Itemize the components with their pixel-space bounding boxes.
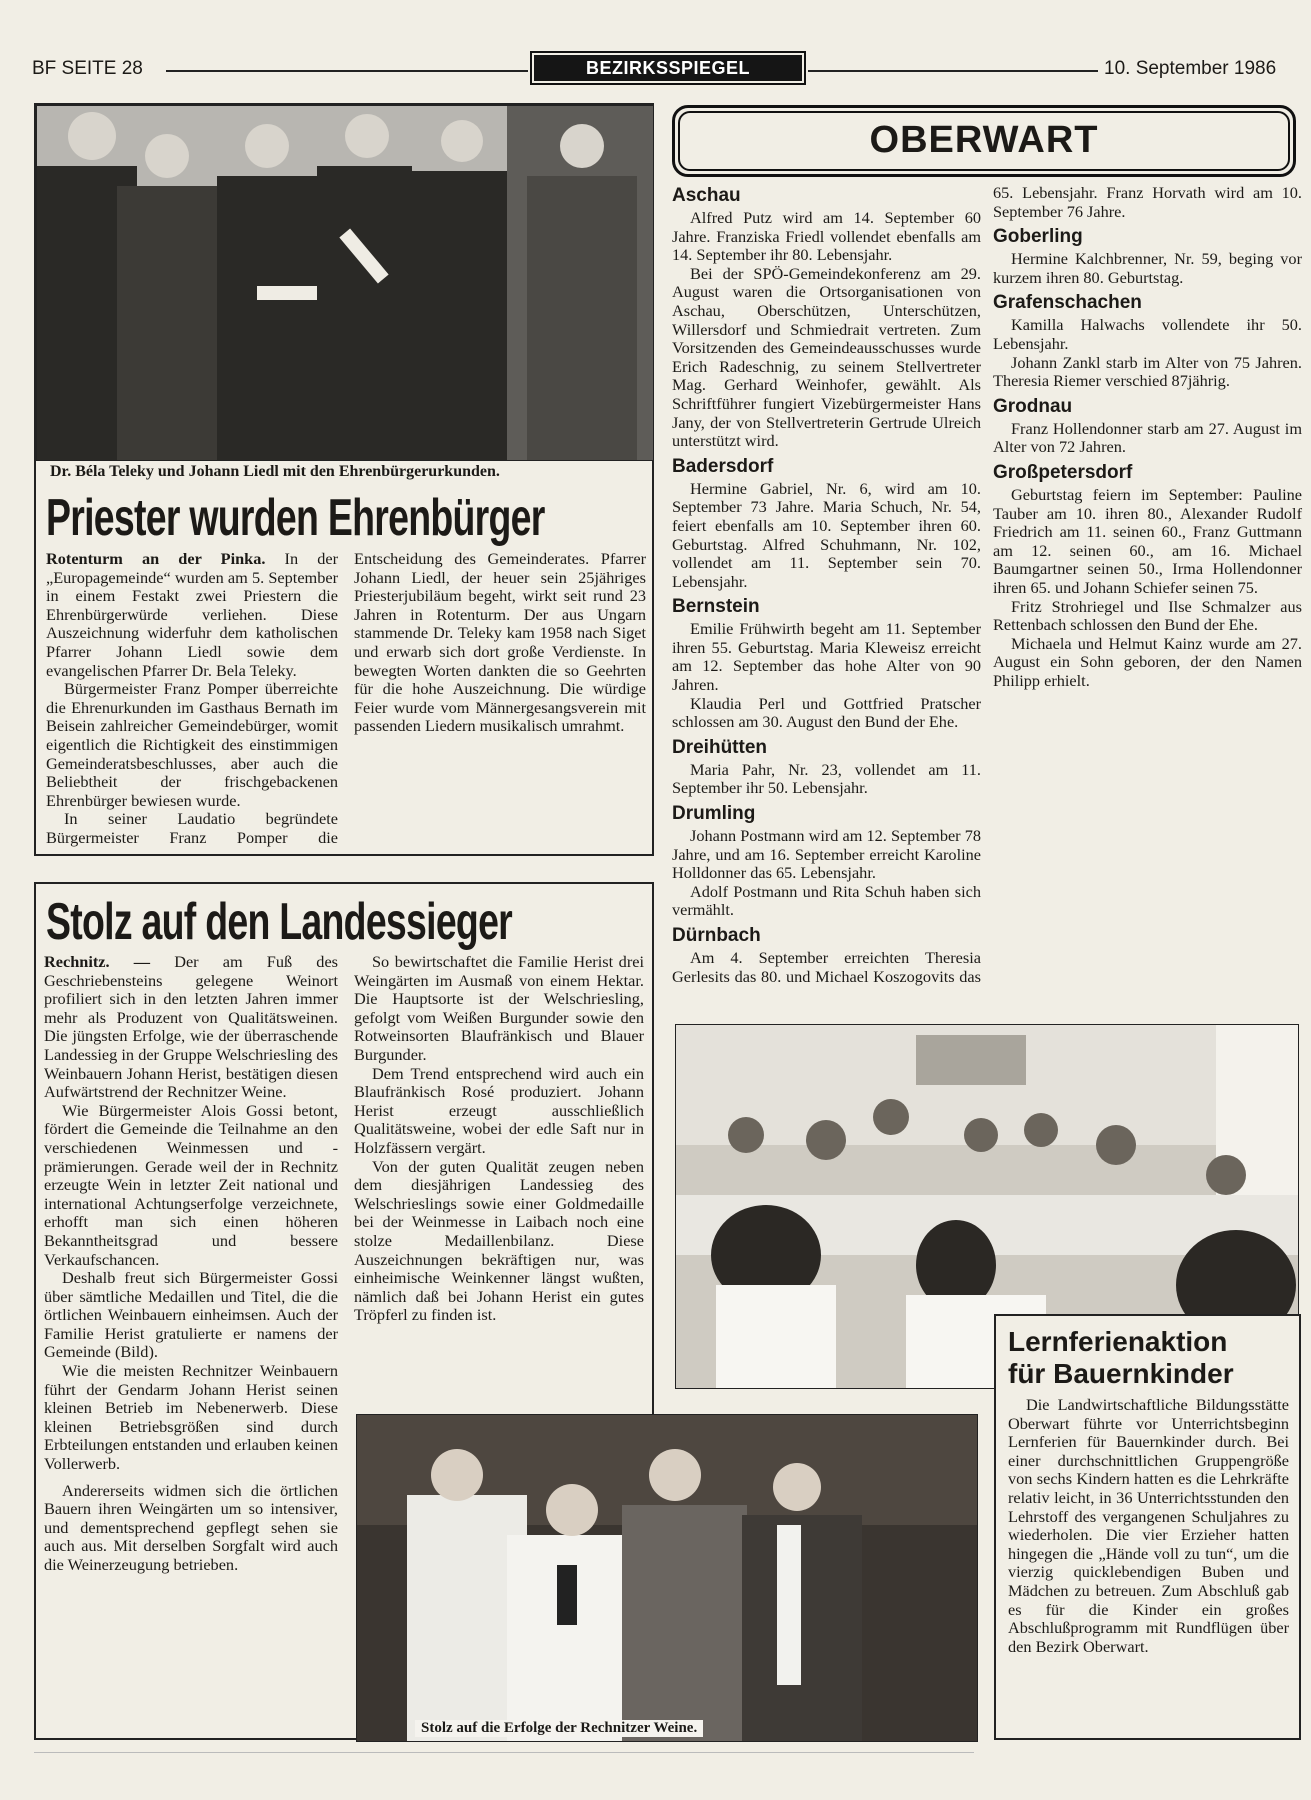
section-heading-grafenschachen: Grafenschachen [993, 292, 1142, 314]
photo-caption: Stolz auf die Erfolge der Rechnitzer Weine. [415, 1720, 703, 1737]
paragraph: Bürgermeister Franz Pomper überreichte die Ehrenurkunden im Gasthaus Bernath im Beisein zahlreicher Gemeindebürger, womit eigentlich die Richtigkeit des einstimmigen Gemeinderatsbeschlusses, aber auch die Beliebtheit der frischgebackenen Ehrenbürger bewiesen wurde. [46, 679, 338, 810]
paragraph: Wie die meisten Rechnitzer Weinbauern führt der Gendarm Johann Herist seinen kleinen Betrieb im Nebenerwerb. Diese kleinen Betriebsgrößen sind durch Erbteilungen entstanden und erlauben keinen Vollerwerb. [44, 1361, 338, 1474]
section-heading-bernstein: Bernstein [672, 596, 760, 618]
paragraph [44, 953, 338, 1102]
headline: Lernferienaktion [1008, 1326, 1228, 1357]
paragraph [46, 550, 338, 680]
photo-caption: Dr. Béla Teleky und Johann Liedl mit den Ehrenbürgerurkunden. [50, 463, 500, 480]
section-heading-goberling: Goberling [993, 226, 1083, 248]
masthead-label: BEZIRKSSPIEGEL [534, 55, 802, 81]
paragraph: Dem Trend entsprechend wird auch ein Blaufränkisch Rosé produziert. Johann Herist erzeugt ausschließlich Qualitätsweine, wobei der edle Saft nur in Holzfässern vergärt. [354, 1063, 644, 1157]
article-column-1 [44, 953, 338, 1575]
paragraph: So bewirtschaftet die Familie Herist drei Weingärten im Ausmaß von einem Hektar. Die Hauptsorte ist der Welschriesling, gefolgt vom Weißen Burgunder sowie den Rotweinsorten Blaufränkisch und Blauer Burgunder. [354, 952, 644, 1064]
news-item: Emilie Frühwirth begeht am 11. September ihren 55. Geburtstag. Maria Kleweisz erreicht am 12. September das hohe Alter von 90 Jahren. [672, 619, 981, 695]
headline: Stolz auf den Landessieger [46, 893, 513, 951]
news-item: Klaudia Perl und Gottfried Pratscher schlossen am 30. August den Bund der Ehe. [672, 693, 981, 732]
article-lernferien [994, 1314, 1301, 1740]
photo-winemakers [356, 1414, 978, 1742]
news-item: Alfred Putz wird am 14. September 60 Jahre. Franziska Friedl vollendet ebenfalls am 14. September ihr 80. Lebensjahr. [672, 208, 981, 265]
paragraph: In seiner Laudatio begründete Bürgermeister Franz Pomper die Entscheidung des Gemeinderates. Pfarrer Johann Liedl, der heuer sein 25jähriges Priesterjubiläum begeht, wirkt seit rund 23 Jahren in Rotenturm. Der aus Ungarn stammende Dr. Teleky kam 1958 nach Siget und erwarb sich dort große Verdienste. In bewegten Worten dankten die so Geehrten für die hohe Auszeichnung. Die würdige Feier wurde vom Männergesangsverein mit passenden Liedern musikalisch umrahmt. [46, 549, 646, 847]
paragraph: Von der guten Qualität zeugen neben dem diesjährigen Landessieg des Welschrieslings sowie einer Goldmedaille bei der Weinmesse in Laibach noch eine stolze Medaillenbilanz. Diese Auszeichnungen bekräftigen nur, was einheimische Weinkenner längst wußten, nämlich daß bei Johann Herist ein gutes Tröpferl zu finden ist. [354, 1156, 644, 1325]
paragraph: Wie Bürgermeister Alois Gossi betont, fördert die Gemeinde die Teilnahme an den verschiedenen Weinmessen und -prämierungen. Gerade weil der in Rechnitz erzeugte Wein in letzter Zeit national und international Achtungserfolge verzeichnete, erhofft man sich einen höheren Bekanntheitsgrad und bessere Verkaufschancen. [44, 1100, 338, 1269]
news-item: Hermine Gabriel, Nr. 6, wird am 10. September 73 Jahre. Maria Schuch, Nr. 54, feiert ebenfalls am 10. September ihren 60. Geburtstag. Alfred Schuhmann, Nr. 102, vollendet am 11. September sein 70. Lebensjahr. [672, 478, 981, 591]
section-heading-großpetersdorf: Großpetersdorf [993, 461, 1133, 483]
photo-ehrenbuerger [36, 105, 654, 461]
section-banner [672, 105, 1296, 177]
issue-date: 10. September 1986 [1104, 58, 1277, 79]
oberwart-news [672, 184, 1302, 1004]
section-heading-dreihütten: Dreihütten [672, 736, 767, 758]
article-body [1008, 1396, 1289, 1656]
news-item: Adolf Postmann und Rita Schuh haben sich vermählt. [672, 881, 981, 920]
section-heading-aschau: Aschau [672, 185, 741, 206]
news-item: Johann Zankl starb im Alter von 75 Jahren. Theresia Riemer verschied 87jährig. [993, 352, 1302, 391]
header-rule-right [808, 70, 1098, 72]
news-item: Am 4. September erreichten Theresia Gerlesits das 80. und Michael Koszogovits das 65. Lebensjahr. Franz Horvath wird am 10. September 76 Jahre. [672, 183, 1302, 986]
news-item: Franz Hollendonner starb am 27. August im Alter von 72 Jahren. [993, 418, 1302, 457]
dateline: Rechnitz. — [44, 952, 151, 971]
section-title: OBERWART [678, 111, 1290, 171]
news-item: Maria Pahr, Nr. 23, vollendet am 11. September ihr 50. Lebensjahr. [672, 759, 981, 798]
paragraph-text: Der am Fuß des Geschriebensteins gelegene Weinort profiliert sich in den letzten Jahren immer mehr als Produzent von Qualitätsweinen. Die jüngsten Erfolge, wie der überraschende Landessieg in der Gruppe Welschriesling des Weinbauern Johann Herist, bestätigen diesen Aufwärtstrend der Rechnitzer Weine. [44, 952, 339, 1102]
dateline: Rotenturm an der Pinka. [46, 549, 266, 568]
section-heading-badersdorf: Badersdorf [672, 455, 774, 477]
paragraph-text: In der „Europagemeinde“ wurden am 5. September in einem Festakt zwei Priestern die Ehrenbürgerwürde verliehen. Diese Auszeichnung widerfuhr dem katholischen Pfarrer Johann Liedl sowie dem evangelischen Pfarrer Dr. Bela Teleky. [46, 549, 339, 680]
bottom-rule [34, 1752, 974, 1753]
masthead [530, 51, 806, 85]
paragraph: Die Landwirtschaftliche Bildungsstätte Oberwart führte vor Unterrichtsbeginn Lernferien für Bauernkinder durch. Bei einer durchschnittlichen Gruppengröße von sechs Kindern hatten es die Lehrkräfte relativ leicht, in 36 Unterrichtsstunden den Lehrstoff des vergangenen Schuljahres zu wiederholen. Die vier Erzieher hatten hingegen die „Hände voll zu tun“, um die vierzig quicklebendigen Buben und Mädchen zu betreuen. Zum Abschluß gab es für die Kinder ein großes Abschlußprogramm mit Rundflügen über den Bezirk Oberwart. [1008, 1395, 1289, 1656]
article-body [46, 550, 646, 848]
headline-line-2: für Bauernkinder [1008, 1358, 1234, 1389]
news-item: Geburtstag feiern im September: Pauline Tauber am 10. ihren 80., Alexander Rudolf Friedrich am 11. seinen 60., Franz Guttmann am 12. seinen 60., am 16. Michael Baumgartner seinen 50., Irma Hollendonner ihren 65. und Johann Schiefer seinen 75. [993, 484, 1302, 597]
news-item: Michaela und Helmut Kainz wurde am 27. August ein Sohn geboren, der den Namen Philipp erhielt. [993, 633, 1302, 690]
paragraph: Deshalb freut sich Bürgermeister Gossi über sämtliche Medaillen und Titel, die die örtlichen Weinbauern einheimsen. Auch der Familie Herist gratulierte er namens der Gemeinde (Bild). [44, 1268, 338, 1362]
news-item: Bei der SPÖ-Gemeindekonferenz am 29. August waren die Ortsorganisationen von Aschau, Oberschützen, Unterschützen, Willersdorf und Schmiedrait vertreten. Zum Vorsitzenden des Gemeindeausschusses wurde Erich Radeschnig, zu seinem Stellvertreter Mag. Gerhard Weinhofer, gewählt. Als Schriftführer fungiert Vizebürgermeister Hans Jany, der von Stellvertreterin Gertrude Ulreich unterstützt wird. [672, 263, 981, 451]
news-item: Kamilla Halwachs vollendete ihr 50. Lebensjahr. [993, 315, 1302, 353]
section-heading-grodnau: Grodnau [993, 395, 1073, 417]
paragraph: Andererseits widmen sich die örtlichen Bauern ihren Weingärten um so intensiver, und dementsprechend gepflegt sehen sie auch aus. Mit derselben Sorgfalt wird auch die Weinerzeugung betrieben. [44, 1480, 338, 1574]
page-number: BF SEITE 28 [32, 58, 143, 79]
article-column-2 [354, 953, 644, 1325]
header-rule-left [166, 70, 528, 72]
news-item: Fritz Strohriegel und Ilse Schmalzer aus Rettenbach schlossen den Bund der Ehe. [993, 596, 1302, 635]
section-heading-dürnbach: Dürnbach [672, 925, 761, 946]
headline: Priester wurden Ehrenbürger [46, 489, 545, 547]
news-item: Hermine Kalchbrenner, Nr. 59, beging vor kurzem ihren 80. Geburtstag. [993, 249, 1302, 287]
section-heading-drumling: Drumling [672, 803, 756, 825]
news-item: Johann Postmann wird am 12. September 78 Jahre, und am 16. September erreicht Karoline Holldonner das 65. Lebensjahr. [672, 826, 981, 883]
